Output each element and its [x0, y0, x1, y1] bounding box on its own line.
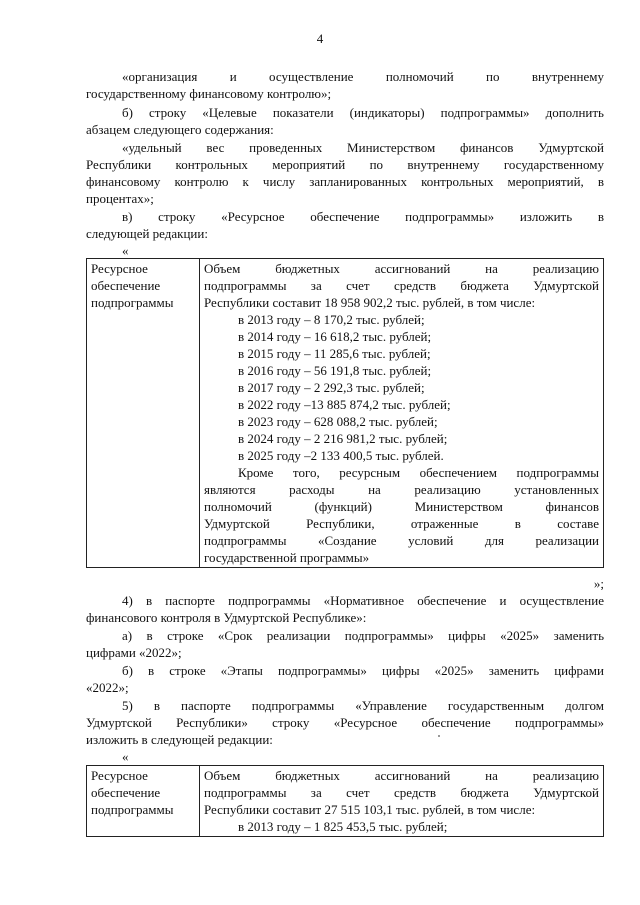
year-line: в 2016 году – 56 191,8 тыс. рублей; — [238, 363, 432, 378]
table-content-cell — [200, 259, 604, 568]
text-line: Удмуртской Республики» строку «Ресурсное обеспечение подпрограммы» — [86, 715, 604, 730]
text-line: изложить в следующей редакции: — [86, 732, 273, 747]
year-line: в 2015 году – 11 285,6 тыс. рублей; — [238, 346, 431, 361]
year-line: в 2024 году – 2 216 981,2 тыс. рублей; — [238, 431, 448, 446]
text-line: «организация и осуществление полномочий по внутреннему — [122, 69, 604, 84]
text-line: «2022»; — [86, 680, 129, 695]
text-line: б) в строке «Этапы подпрограммы» цифры «2025» заменить цифрами — [122, 663, 604, 678]
text-line: следующей редакции: — [86, 226, 208, 241]
text-line: «удельный вес проведенных Министерством финансов Удмуртской — [122, 140, 604, 155]
table-label-cell: Ресурсное обеспечение подпрограммы — [87, 259, 200, 568]
paragraph-specific-weight — [86, 139, 604, 207]
text-line: процентах»; — [86, 191, 154, 206]
year-line: в 2023 году – 628 088,2 тыс. рублей; — [238, 414, 438, 429]
year-line: в 2022 году –13 885 874,2 тыс. рублей; — [238, 397, 451, 412]
text-line: Кроме того, ресурсным обеспечением подпрограммы — [238, 465, 599, 480]
text-line: государственному финансовому контролю»; — [86, 86, 332, 101]
text-line: б) строку «Целевые показатели (индикаторы) подпрограммы» дополнить — [122, 105, 604, 120]
text-line: 5) в паспорте подпрограммы «Управление государственным долгом — [122, 698, 604, 713]
table-label-cell: Ресурсное обеспечение подпрограммы — [87, 766, 200, 837]
resource-table-2 — [86, 765, 604, 837]
text-line: Республики составит 27 515 103,1 тыс. рублей, в том числе: — [204, 802, 536, 817]
text-line: полномочий (функций) Министерством финансов — [204, 499, 599, 514]
year-line: в 2025 году –2 133 400,5 тыс. рублей. — [238, 448, 444, 463]
paragraph-v-resource — [86, 208, 604, 242]
text-line: 4) в паспорте подпрограммы «Нормативное обеспечение и осуществление — [122, 593, 604, 608]
resource-table-1 — [86, 258, 604, 568]
paragraph-5-debt — [86, 697, 604, 748]
year-line: в 2013 году – 8 170,2 тыс. рублей; — [238, 312, 425, 327]
open-quote: « — [122, 749, 129, 764]
text-line: Республики составит 18 958 902,2 тыс. рублей, в том числе: — [204, 295, 536, 310]
year-line: в 2013 году – 1 825 453,5 тыс. рублей; — [238, 819, 448, 834]
paragraph-b-stages — [86, 662, 604, 696]
text-line: Объем бюджетных ассигнований на реализацию — [204, 768, 599, 783]
text-line: абзацем следующего содержания: — [86, 122, 274, 137]
paragraph-b-indicators — [86, 104, 604, 138]
text-line: Республики контрольных мероприятий по внутреннему государственному — [86, 157, 604, 172]
scan-speck — [438, 735, 440, 737]
close-quote: »; — [593, 576, 604, 591]
paragraph-organization — [86, 68, 604, 102]
text-line: Удмуртской Республики, отраженные в составе — [204, 516, 599, 531]
text-line: подпрограммы «Создание условий для реализации — [204, 533, 599, 548]
text-line: Объем бюджетных ассигнований на реализацию — [204, 261, 599, 276]
page-number: 4 — [316, 31, 324, 46]
text-line: а) в строке «Срок реализации подпрограммы» цифры «2025» заменить — [122, 628, 604, 643]
year-line: в 2014 году – 16 618,2 тыс. рублей; — [238, 329, 432, 344]
text-line: подпрограммы за счет средств бюджета Удмуртской — [204, 785, 599, 800]
text-line: финансовому контролю к числу запланированных контрольных мероприятий, в — [86, 174, 604, 189]
text-line: являются расходы на реализацию установленных — [204, 482, 599, 497]
paragraph-4-normative — [86, 592, 604, 626]
paragraph-a-term — [86, 627, 604, 661]
table-content-cell — [200, 766, 604, 837]
text-line: в) строку «Ресурсное обеспечение подпрограммы» изложить в — [122, 209, 604, 224]
open-quote: « — [122, 243, 129, 258]
year-line: в 2017 году – 2 292,3 тыс. рублей; — [238, 380, 425, 395]
text-line: финансового контроля в Удмуртской Республике»: — [86, 610, 367, 625]
text-line: государственной программы» — [204, 550, 370, 565]
text-line: подпрограммы за счет средств бюджета Удмуртской — [204, 278, 599, 293]
text-line: цифрами «2022»; — [86, 645, 182, 660]
